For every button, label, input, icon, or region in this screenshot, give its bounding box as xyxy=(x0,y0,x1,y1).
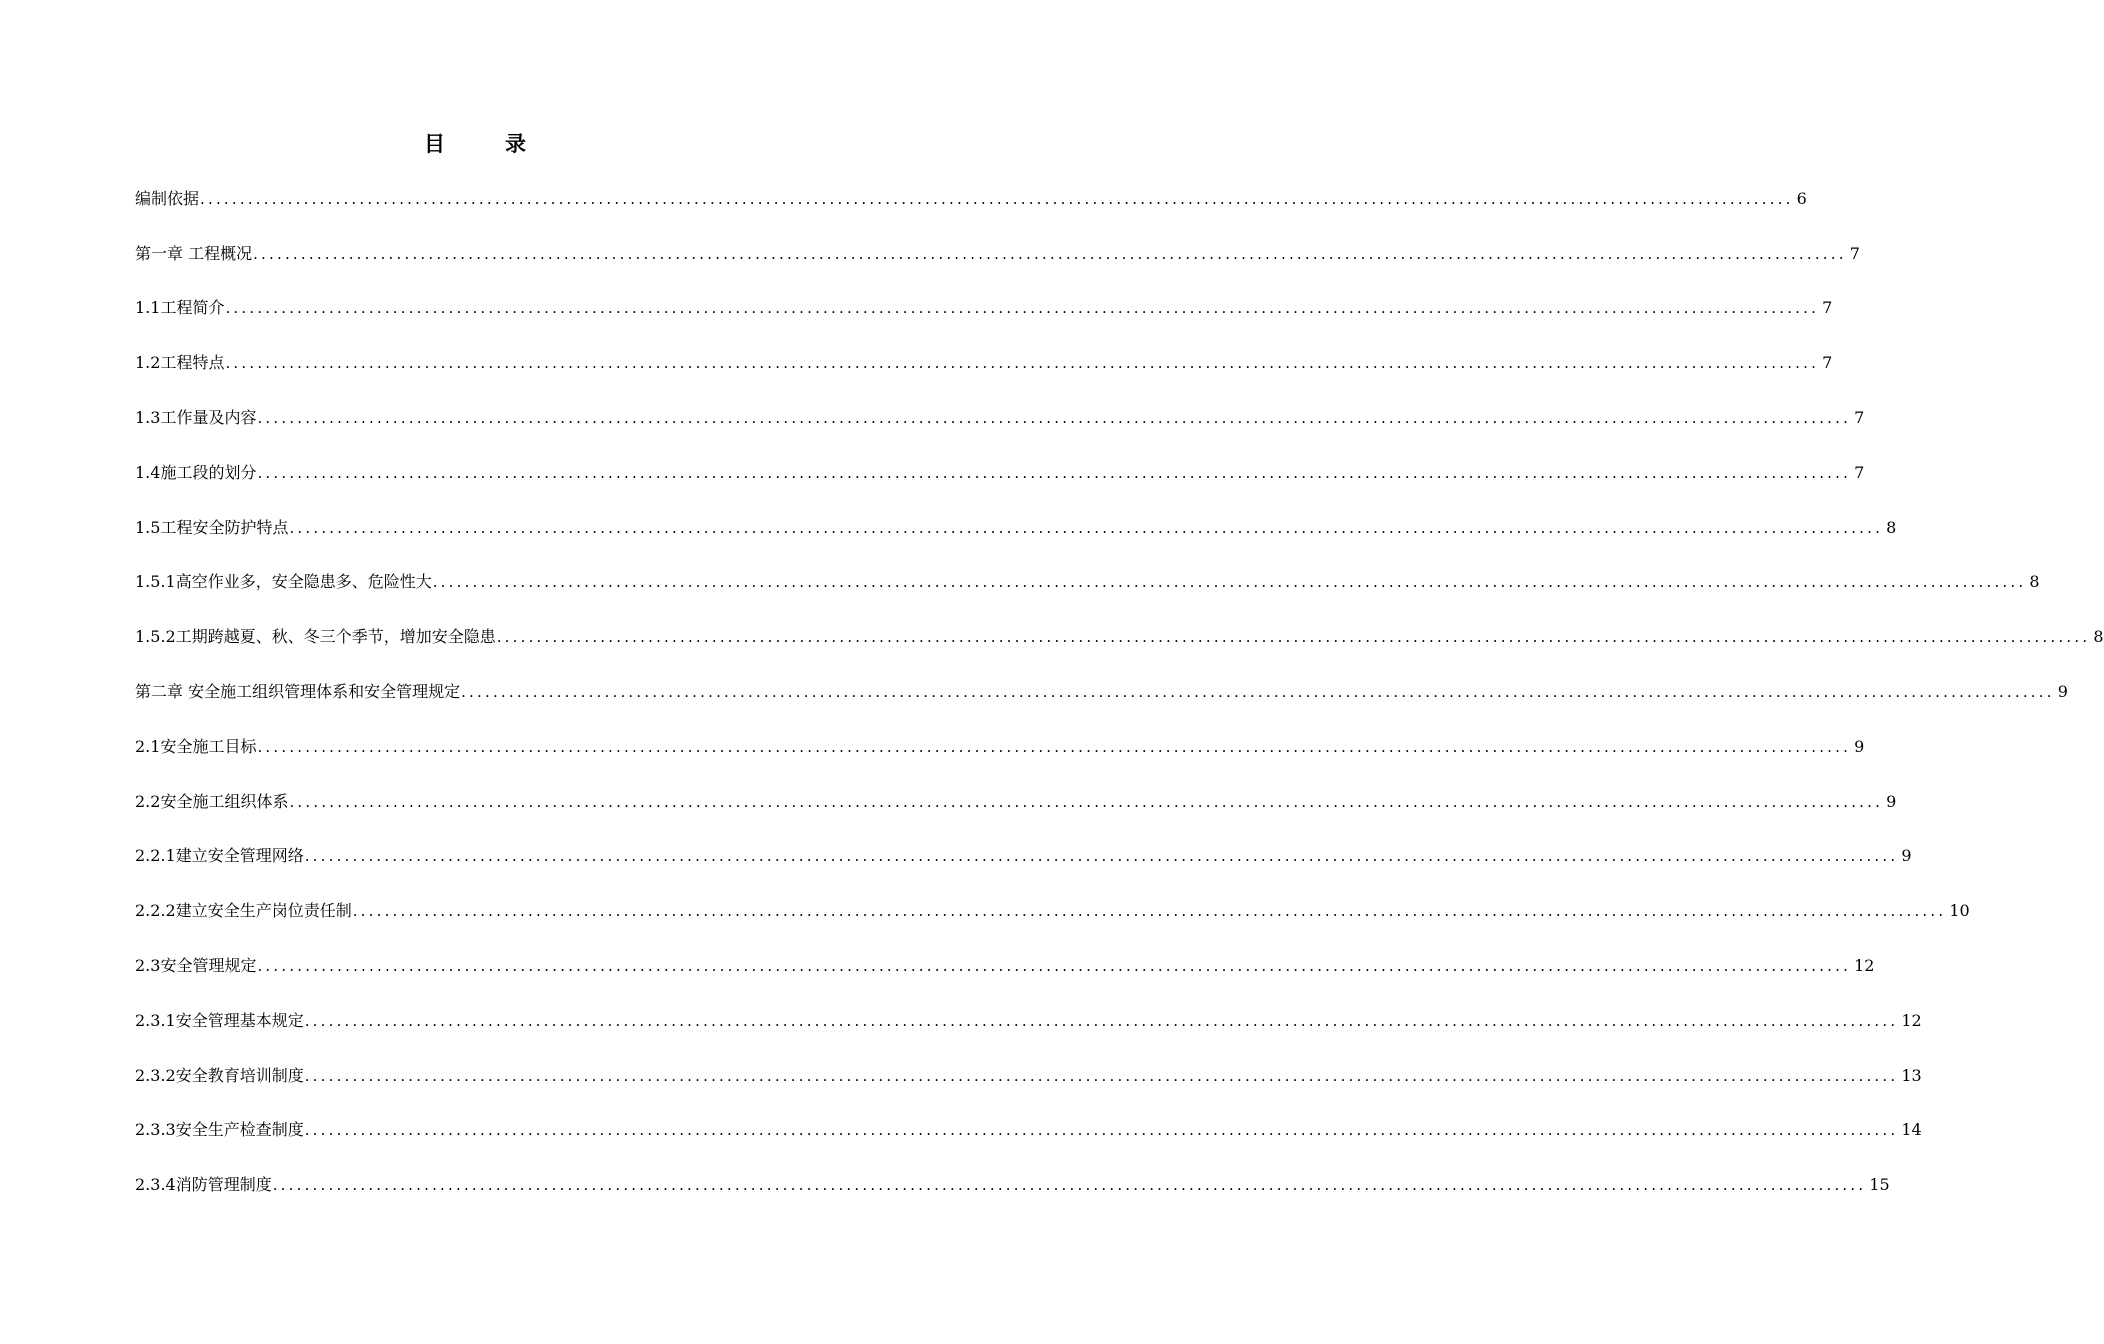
toc-entry-page-number: 7 xyxy=(1854,407,1865,427)
toc-dot-leader: ........................................................................................................................................................................................................ xyxy=(352,902,1947,921)
toc-entry-page-number: 8 xyxy=(2029,572,2040,592)
toc-title-part2: 录 xyxy=(505,131,526,156)
toc-dot-leader: ........................................................................................................................................................................................................ xyxy=(225,299,1820,318)
toc-dot-leader: ........................................................................................................................................................................................................ xyxy=(257,408,1852,427)
toc-entry[interactable] xyxy=(135,775,1897,830)
toc-entry[interactable] xyxy=(135,282,1833,337)
toc-entry-page-number: 13 xyxy=(1901,1065,1922,1085)
toc-title xyxy=(0,128,950,158)
toc-entry-page-number: 14 xyxy=(1901,1120,1922,1140)
toc-entry[interactable] xyxy=(135,172,1807,227)
toc-entry-page-number: 6 xyxy=(1796,188,1807,208)
toc-dot-leader: ........................................................................................................................................................................................................ xyxy=(257,463,1852,482)
toc-entry[interactable] xyxy=(135,884,1970,939)
toc-dot-leader: ........................................................................................................................................................................................................ xyxy=(257,737,1852,756)
toc-entry-label: 第一章 工程概况 xyxy=(135,243,253,263)
toc-entry[interactable] xyxy=(135,720,1865,775)
toc-dot-leader: ........................................................................................................................................................................................................ xyxy=(225,354,1820,373)
toc-entry[interactable] xyxy=(135,227,1860,282)
toc-dot-leader: ........................................................................................................................................................................................................ xyxy=(289,792,1884,811)
toc-entry-page-number: 12 xyxy=(1901,1010,1922,1030)
toc-title-part1: 目 xyxy=(424,131,445,156)
toc-entry[interactable] xyxy=(135,610,2104,665)
toc-entry-page-number: 9 xyxy=(1854,736,1865,756)
toc-entry-page-number: 7 xyxy=(1822,298,1833,318)
toc-dot-leader: ........................................................................................................................................................................................................ xyxy=(257,956,1852,975)
toc-dot-leader: ........................................................................................................................................................................................................ xyxy=(253,244,1847,263)
toc-entry-label: 编制依据 xyxy=(135,188,200,208)
toc-entry-label: 2.2.2建立安全生产岗位责任制 xyxy=(135,901,352,921)
toc-entry-page-number: 9 xyxy=(1901,846,1912,866)
toc-entry[interactable] xyxy=(135,1158,1890,1213)
toc-entry[interactable] xyxy=(135,939,1875,994)
toc-entry[interactable] xyxy=(135,446,1865,501)
toc-entry[interactable] xyxy=(135,501,1897,556)
toc-entry-label: 1.4施工段的划分 xyxy=(135,462,257,482)
toc-entry-page-number: 7 xyxy=(1849,243,1860,263)
toc-entry-label: 2.1安全施工目标 xyxy=(135,736,257,756)
toc-entry-page-number: 7 xyxy=(1854,462,1865,482)
toc-dot-leader: ........................................................................................................................................................................................................ xyxy=(432,573,2027,592)
toc-entry-label: 2.2.1建立安全管理网络 xyxy=(135,846,304,866)
toc-dot-leader: ........................................................................................................................................................................................................ xyxy=(461,682,2055,701)
toc-dot-leader: ........................................................................................................................................................................................................ xyxy=(200,189,1794,208)
toc-entry-page-number: 15 xyxy=(1869,1175,1890,1195)
toc-entry-label: 1.1工程简介 xyxy=(135,298,225,318)
toc-entry[interactable] xyxy=(135,1049,1922,1104)
toc-entry-label: 1.5工程安全防护特点 xyxy=(135,517,289,537)
toc-entry-label: 1.2工程特点 xyxy=(135,353,225,373)
toc-dot-leader: ........................................................................................................................................................................................................ xyxy=(304,1066,1899,1085)
toc-entry[interactable] xyxy=(135,336,1833,391)
toc-entry-page-number: 8 xyxy=(2093,627,2104,647)
toc-entry[interactable] xyxy=(135,830,1912,885)
toc-list xyxy=(135,172,2104,1213)
toc-entry-label: 2.2安全施工组织体系 xyxy=(135,791,289,811)
toc-entry-label: 1.5.2工期跨越夏、秋、冬三个季节，增加安全隐患 xyxy=(135,627,496,647)
toc-entry-page-number: 7 xyxy=(1822,353,1833,373)
toc-entry[interactable] xyxy=(135,665,2068,720)
toc-entry[interactable] xyxy=(135,1104,1922,1159)
toc-entry-label: 1.3工作量及内容 xyxy=(135,407,257,427)
toc-dot-leader: ........................................................................................................................................................................................................ xyxy=(304,1011,1899,1030)
toc-entry-page-number: 9 xyxy=(1886,791,1897,811)
toc-dot-leader: ........................................................................................................................................................................................................ xyxy=(304,1121,1899,1140)
toc-entry-label: 2.3.2安全教育培训制度 xyxy=(135,1065,304,1085)
toc-entry-label: 2.3.4消防管理制度 xyxy=(135,1175,272,1195)
toc-entry-label: 1.5.1高空作业多，安全隐患多、危险性大 xyxy=(135,572,432,592)
toc-entry-page-number: 8 xyxy=(1886,517,1897,537)
toc-entry-page-number: 9 xyxy=(2057,681,2068,701)
toc-entry-page-number: 10 xyxy=(1949,901,1970,921)
toc-dot-leader: ........................................................................................................................................................................................................ xyxy=(272,1176,1867,1195)
toc-dot-leader: ........................................................................................................................................................................................................ xyxy=(304,847,1899,866)
toc-entry-label: 第二章 安全施工组织管理体系和安全管理规定 xyxy=(135,681,461,701)
toc-entry-label: 2.3.3安全生产检查制度 xyxy=(135,1120,304,1140)
toc-entry[interactable] xyxy=(135,556,2040,611)
toc-entry[interactable] xyxy=(135,994,1922,1049)
toc-entry[interactable] xyxy=(135,391,1865,446)
toc-entry-page-number: 12 xyxy=(1854,955,1875,975)
toc-dot-leader: ........................................................................................................................................................................................................ xyxy=(496,628,2091,647)
toc-entry-label: 2.3.1安全管理基本规定 xyxy=(135,1010,304,1030)
toc-entry-label: 2.3安全管理规定 xyxy=(135,955,257,975)
toc-dot-leader: ........................................................................................................................................................................................................ xyxy=(289,518,1884,537)
